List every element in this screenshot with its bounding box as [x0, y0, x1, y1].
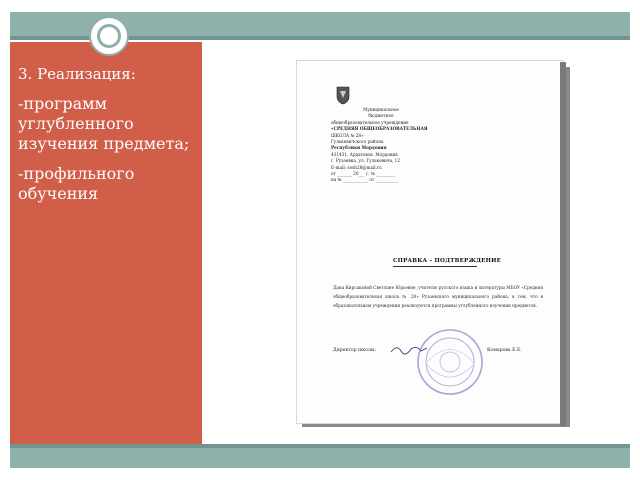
header-line: «СРЕДНЯЯ ОБЩЕОБРАЗОВАТЕЛЬНАЯ: [331, 126, 428, 132]
header-line: общеобразовательное учреждение: [331, 119, 409, 125]
header-line: бюджетное: [368, 113, 394, 119]
signatory-name: Комарова Е.Е.: [487, 348, 522, 353]
document-header: [331, 107, 471, 184]
document-body: Дана Кирсаковой Светлане Юрьевне, учителю русского языка и литературы МБОУ «Средняя общеобразовательная школа № 28» Рузаевского муниципального района, в том, что в образовательном учреждении реализуются программы углубленного изучения предметов.: [333, 285, 543, 308]
coat-of-arms-icon: [335, 85, 351, 105]
slide-text-block: [18, 64, 198, 214]
official-stamp-icon: [415, 327, 485, 397]
bottom-band: [10, 448, 630, 468]
header-line: ШКОЛА № 28»: [331, 132, 364, 138]
slide-heading: 3. Реализация:: [18, 65, 136, 83]
document-title: СПРАВКА – ПОДТВЕРЖДЕНИЕ: [393, 258, 502, 264]
header-line: E-mail: sosh28@mail.ru: [331, 164, 382, 170]
header-line: от _______ 20___ г. № _________: [331, 171, 396, 177]
decorative-ring-inner: [97, 24, 121, 48]
header-line: Муниципальное: [363, 107, 399, 112]
scanned-document: [296, 60, 564, 424]
decorative-ring-icon: [89, 16, 129, 56]
header-line: Гулькевичского района: [331, 139, 384, 145]
bullet-item: -программ углубленного изучения предмета;: [18, 94, 190, 153]
bullet-item: -профильного обучения: [18, 164, 135, 203]
title-underline: [393, 266, 477, 267]
header-line: г. Рузаевка, ул. Гулькевича, 12: [331, 158, 400, 164]
header-line: на № ____________ от ___________: [331, 177, 399, 183]
handwritten-signature-icon: [389, 343, 429, 355]
document-edge-shadow: [560, 62, 566, 426]
signature-label: Директор школы:: [333, 348, 377, 353]
header-line: 431431, Ардатовск. Мордовия: [331, 151, 398, 157]
header-line: Республики Мордовия: [331, 145, 387, 151]
